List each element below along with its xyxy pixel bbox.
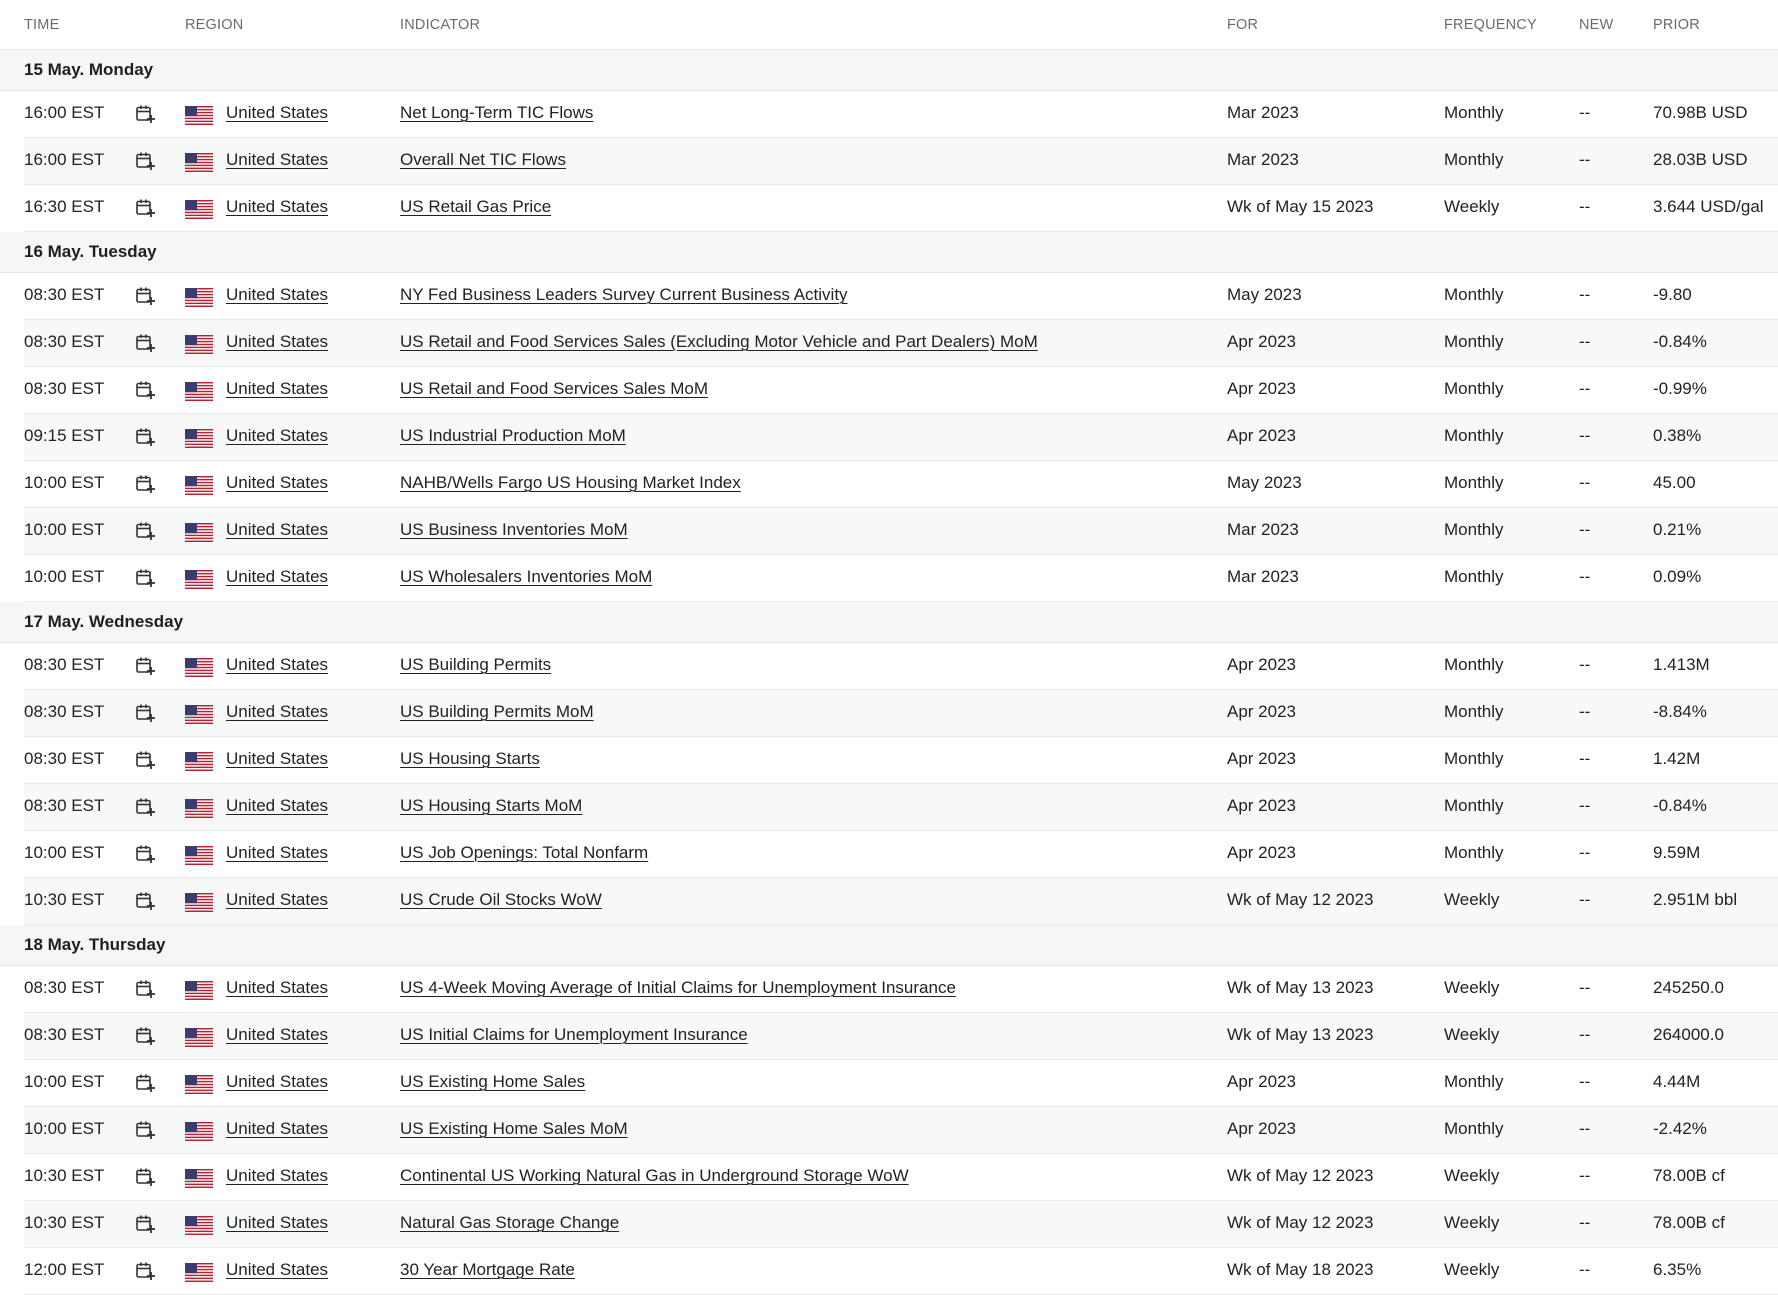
prior-value: 245250.0 (1653, 978, 1724, 997)
indicator-link[interactable]: NAHB/Wells Fargo US Housing Market Index (400, 473, 741, 492)
event-period: Wk of May 12 2023 (1227, 890, 1374, 909)
event-time: 09:15 EST (24, 426, 105, 445)
new-value: -- (1579, 197, 1591, 216)
event-frequency: Monthly (1444, 567, 1504, 586)
new-value: -- (1579, 567, 1591, 586)
event-period: Mar 2023 (1227, 103, 1299, 122)
region-link[interactable]: United States (226, 379, 329, 398)
event-period: Apr 2023 (1227, 843, 1296, 862)
us-flag-icon (185, 570, 213, 589)
prior-value: -2.42% (1653, 1119, 1707, 1138)
indicator-link[interactable]: Overall Net TIC Flows (400, 150, 566, 169)
table-row (24, 185, 1778, 232)
us-flag-icon (185, 1263, 213, 1282)
table-row (24, 878, 1778, 925)
prior-value: 3.644 USD/gal (1653, 197, 1764, 216)
new-value: -- (1579, 426, 1591, 445)
event-period: Apr 2023 (1227, 702, 1296, 721)
table-row (24, 508, 1778, 555)
new-value: -- (1579, 1072, 1591, 1091)
calendar-add-icon[interactable] (135, 1120, 155, 1140)
new-value: -- (1579, 285, 1591, 304)
indicator-link[interactable]: US Initial Claims for Unemployment Insurance (400, 1025, 748, 1044)
calendar-add-icon[interactable] (135, 891, 155, 911)
region-link[interactable]: United States (226, 1213, 329, 1232)
new-value: -- (1579, 890, 1591, 909)
table-row (24, 555, 1778, 602)
table-row (24, 784, 1778, 831)
calendar-add-icon[interactable] (135, 1214, 155, 1234)
new-value: -- (1579, 1025, 1591, 1044)
day-group-header (0, 50, 1778, 91)
event-period: Apr 2023 (1227, 1072, 1296, 1091)
new-value: -- (1579, 1119, 1591, 1138)
us-flag-icon (185, 1075, 213, 1094)
prior-value: 0.09% (1653, 567, 1702, 586)
calendar-add-icon[interactable] (135, 568, 155, 588)
calendar-add-icon[interactable] (135, 797, 155, 817)
region-link[interactable]: United States (226, 1260, 329, 1279)
prior-value: -0.84% (1653, 796, 1707, 815)
indicator-link[interactable]: US Job Openings: Total Nonfarm (400, 843, 649, 862)
column-header-for[interactable]: FOR (1227, 16, 1259, 33)
event-frequency: Weekly (1444, 1213, 1500, 1232)
region-link[interactable]: United States (226, 1166, 329, 1185)
event-period: Mar 2023 (1227, 520, 1299, 539)
new-value: -- (1579, 332, 1591, 351)
column-header-new[interactable]: NEW (1579, 16, 1614, 33)
us-flag-icon (185, 799, 213, 818)
table-row (24, 1107, 1778, 1154)
region-link[interactable]: United States (226, 520, 329, 539)
event-frequency: Monthly (1444, 843, 1504, 862)
table-row (24, 320, 1778, 367)
prior-value: 4.44M (1653, 1072, 1701, 1091)
event-frequency: Monthly (1444, 379, 1504, 398)
prior-value: 1.413M (1653, 655, 1710, 674)
day-label: 15 May. Monday (24, 60, 154, 79)
column-header-region[interactable]: REGION (185, 16, 244, 33)
event-period: Mar 2023 (1227, 150, 1299, 169)
event-time: 10:00 EST (24, 1072, 105, 1091)
prior-value: -8.84% (1653, 702, 1707, 721)
event-period: Wk of May 13 2023 (1227, 978, 1374, 997)
calendar-add-icon[interactable] (135, 198, 155, 218)
prior-value: -9.80 (1653, 285, 1692, 304)
table-row (24, 91, 1778, 138)
new-value: -- (1579, 520, 1591, 539)
indicator-link[interactable]: 30 Year Mortgage Rate (400, 1260, 575, 1279)
us-flag-icon (185, 846, 213, 865)
table-row (24, 1154, 1778, 1201)
region-link[interactable]: United States (226, 890, 329, 909)
event-period: Apr 2023 (1227, 749, 1296, 768)
indicator-link[interactable]: Natural Gas Storage Change (400, 1213, 620, 1232)
us-flag-icon (185, 1216, 213, 1235)
event-period: Wk of May 12 2023 (1227, 1213, 1374, 1232)
new-value: -- (1579, 749, 1591, 768)
prior-value: 6.35% (1653, 1260, 1702, 1279)
region-link[interactable]: United States (226, 197, 329, 216)
table-row (24, 690, 1778, 737)
prior-value: 264000.0 (1653, 1025, 1724, 1044)
region-link[interactable]: United States (226, 1119, 329, 1138)
indicator-link[interactable]: US Business Inventories MoM (400, 520, 628, 539)
event-time: 10:00 EST (24, 473, 105, 492)
event-period: Apr 2023 (1227, 655, 1296, 674)
new-value: -- (1579, 978, 1591, 997)
us-flag-icon (185, 1169, 213, 1188)
calendar-add-icon[interactable] (135, 750, 155, 770)
calendar-add-icon[interactable] (135, 474, 155, 494)
table-row (24, 138, 1778, 185)
prior-value: 2.951M bbl (1653, 890, 1738, 909)
region-link[interactable]: United States (226, 978, 329, 997)
event-time: 08:30 EST (24, 796, 105, 815)
event-time: 10:00 EST (24, 567, 105, 586)
event-time: 10:00 EST (24, 520, 105, 539)
event-frequency: Monthly (1444, 1072, 1504, 1091)
prior-value: -0.84% (1653, 332, 1707, 351)
event-frequency: Monthly (1444, 749, 1504, 768)
column-header-indicator[interactable]: INDICATOR (400, 16, 481, 33)
event-period: Wk of May 18 2023 (1227, 1260, 1374, 1279)
event-period: Mar 2023 (1227, 567, 1299, 586)
calendar-add-icon[interactable] (135, 521, 155, 541)
region-link[interactable]: United States (226, 285, 329, 304)
prior-value: 70.98B USD (1653, 103, 1748, 122)
event-time: 10:30 EST (24, 1166, 105, 1185)
event-period: Apr 2023 (1227, 1119, 1296, 1138)
event-time: 08:30 EST (24, 749, 105, 768)
event-frequency: Monthly (1444, 655, 1504, 674)
new-value: -- (1579, 103, 1591, 122)
us-flag-icon (185, 200, 213, 219)
event-frequency: Monthly (1444, 473, 1504, 492)
column-header-time[interactable]: TIME (24, 16, 60, 33)
us-flag-icon (185, 658, 213, 677)
indicator-link[interactable]: US Retail and Food Services Sales MoM (400, 379, 709, 398)
event-period: Wk of May 15 2023 (1227, 197, 1374, 216)
table-row (24, 367, 1778, 414)
event-time: 10:30 EST (24, 890, 105, 909)
indicator-link[interactable]: Net Long-Term TIC Flows (400, 103, 594, 122)
table-body (0, 50, 1778, 1295)
event-frequency: Weekly (1444, 197, 1500, 216)
event-frequency: Monthly (1444, 285, 1504, 304)
table-row (24, 414, 1778, 461)
prior-value: 78.00B cf (1653, 1166, 1725, 1185)
new-value: -- (1579, 1213, 1591, 1232)
indicator-link[interactable]: Continental US Working Natural Gas in Underground Storage WoW (400, 1166, 909, 1185)
us-flag-icon (185, 429, 213, 448)
indicator-link[interactable]: US Building Permits (400, 655, 552, 674)
calendar-add-icon[interactable] (135, 703, 155, 723)
event-frequency: Monthly (1444, 520, 1504, 539)
us-flag-icon (185, 981, 213, 1000)
indicator-link[interactable]: US Building Permits MoM (400, 702, 594, 721)
event-time: 16:00 EST (24, 150, 105, 169)
event-frequency: Weekly (1444, 1025, 1500, 1044)
calendar-add-icon[interactable] (135, 286, 155, 306)
event-frequency: Monthly (1444, 332, 1504, 351)
new-value: -- (1579, 1166, 1591, 1185)
prior-value: 78.00B cf (1653, 1213, 1725, 1232)
calendar-add-icon[interactable] (135, 427, 155, 447)
event-time: 08:30 EST (24, 978, 105, 997)
new-value: -- (1579, 379, 1591, 398)
region-link[interactable]: United States (226, 702, 329, 721)
new-value: -- (1579, 796, 1591, 815)
event-time: 16:30 EST (24, 197, 105, 216)
calendar-add-icon[interactable] (135, 151, 155, 171)
region-link[interactable]: United States (226, 1025, 329, 1044)
table-row (24, 461, 1778, 508)
new-value: -- (1579, 1260, 1591, 1279)
calendar-add-icon[interactable] (135, 1026, 155, 1046)
us-flag-icon (185, 153, 213, 172)
event-frequency: Weekly (1444, 890, 1500, 909)
table-row (24, 273, 1778, 320)
event-period: Wk of May 13 2023 (1227, 1025, 1374, 1044)
event-time: 16:00 EST (24, 103, 105, 122)
us-flag-icon (185, 893, 213, 912)
us-flag-icon (185, 1028, 213, 1047)
event-frequency: Monthly (1444, 702, 1504, 721)
prior-value: 9.59M (1653, 843, 1701, 862)
prior-value: 45.00 (1653, 473, 1696, 492)
event-frequency: Weekly (1444, 1166, 1500, 1185)
event-time: 08:30 EST (24, 285, 105, 304)
us-flag-icon (185, 288, 213, 307)
day-label: 16 May. Tuesday (24, 242, 157, 261)
event-time: 10:00 EST (24, 843, 105, 862)
indicator-link[interactable]: US Wholesalers Inventories MoM (400, 567, 653, 586)
calendar-add-icon[interactable] (135, 844, 155, 864)
event-time: 10:30 EST (24, 1213, 105, 1232)
column-header-frequency[interactable]: FREQUENCY (1444, 16, 1537, 33)
table-row (24, 1248, 1778, 1295)
calendar-add-icon[interactable] (135, 1073, 155, 1093)
prior-value: 28.03B USD (1653, 150, 1748, 169)
us-flag-icon (185, 752, 213, 771)
us-flag-icon (185, 382, 213, 401)
indicator-link[interactable]: US 4-Week Moving Average of Initial Claims for Unemployment Insurance (400, 978, 956, 997)
prior-value: -0.99% (1653, 379, 1707, 398)
region-link[interactable]: United States (226, 473, 329, 492)
region-link[interactable]: United States (226, 150, 329, 169)
calendar-add-icon[interactable] (135, 1167, 155, 1187)
table-row (24, 737, 1778, 784)
new-value: -- (1579, 843, 1591, 862)
event-period: Wk of May 12 2023 (1227, 1166, 1374, 1185)
event-frequency: Weekly (1444, 978, 1500, 997)
event-period: May 2023 (1227, 473, 1302, 492)
region-link[interactable]: United States (226, 103, 329, 122)
event-time: 08:30 EST (24, 1025, 105, 1044)
event-time: 08:30 EST (24, 702, 105, 721)
indicator-link[interactable]: US Retail and Food Services Sales (Excluding Motor Vehicle and Part Dealers) MoM (400, 332, 1038, 351)
prior-value: 0.38% (1653, 426, 1702, 445)
region-link[interactable]: United States (226, 426, 329, 445)
event-time: 08:30 EST (24, 655, 105, 674)
indicator-link[interactable]: US Housing Starts (400, 749, 540, 768)
region-link[interactable]: United States (226, 567, 329, 586)
region-link[interactable]: United States (226, 655, 329, 674)
table-row (24, 831, 1778, 878)
indicator-link[interactable]: US Existing Home Sales MoM (400, 1119, 628, 1138)
event-frequency: Monthly (1444, 796, 1504, 815)
indicator-link[interactable]: US Crude Oil Stocks WoW (400, 890, 602, 909)
event-period: May 2023 (1227, 285, 1302, 304)
region-link[interactable]: United States (226, 1072, 329, 1091)
event-frequency: Monthly (1444, 1119, 1504, 1138)
prior-value: 1.42M (1653, 749, 1701, 768)
new-value: -- (1579, 473, 1591, 492)
us-flag-icon (185, 476, 213, 495)
prior-value: 0.21% (1653, 520, 1702, 539)
event-frequency: Monthly (1444, 103, 1504, 122)
us-flag-icon (185, 705, 213, 724)
new-value: -- (1579, 702, 1591, 721)
table-row (24, 1060, 1778, 1107)
us-flag-icon (185, 1122, 213, 1141)
day-group-header (0, 232, 1778, 273)
indicator-link[interactable]: NY Fed Business Leaders Survey Current Business Activity (400, 285, 848, 304)
region-link[interactable]: United States (226, 749, 329, 768)
event-frequency: Weekly (1444, 1260, 1500, 1279)
event-frequency: Monthly (1444, 426, 1504, 445)
calendar-add-icon[interactable] (135, 333, 155, 353)
us-flag-icon (185, 106, 213, 125)
indicator-link[interactable]: US Industrial Production MoM (400, 426, 626, 445)
day-group-header (0, 925, 1778, 966)
event-time: 08:30 EST (24, 379, 105, 398)
day-group-header (0, 602, 1778, 643)
day-label: 17 May. Wednesday (24, 612, 184, 631)
new-value: -- (1579, 150, 1591, 169)
indicator-link[interactable]: US Housing Starts MoM (400, 796, 583, 815)
event-period: Apr 2023 (1227, 796, 1296, 815)
calendar-add-icon[interactable] (135, 1261, 155, 1281)
event-time: 10:00 EST (24, 1119, 105, 1138)
table-header (0, 0, 1778, 50)
table-row (24, 966, 1778, 1013)
table-row (24, 1013, 1778, 1060)
event-time: 08:30 EST (24, 332, 105, 351)
table-row (24, 1201, 1778, 1248)
indicator-link[interactable]: US Retail Gas Price (400, 197, 552, 216)
us-flag-icon (185, 335, 213, 354)
us-flag-icon (185, 523, 213, 542)
region-link[interactable]: United States (226, 843, 329, 862)
day-label: 18 May. Thursday (24, 935, 166, 954)
calendar-add-icon[interactable] (135, 104, 155, 124)
event-time: 12:00 EST (24, 1260, 105, 1279)
event-period: Apr 2023 (1227, 332, 1296, 351)
event-period: Apr 2023 (1227, 426, 1296, 445)
calendar-add-icon[interactable] (135, 979, 155, 999)
region-link[interactable]: United States (226, 796, 329, 815)
new-value: -- (1579, 655, 1591, 674)
column-header-prior[interactable]: PRIOR (1653, 16, 1700, 33)
indicator-link[interactable]: US Existing Home Sales (400, 1072, 586, 1091)
event-frequency: Monthly (1444, 150, 1504, 169)
event-period: Apr 2023 (1227, 379, 1296, 398)
region-link[interactable]: United States (226, 332, 329, 351)
table-row (24, 643, 1778, 690)
calendar-add-icon[interactable] (135, 656, 155, 676)
calendar-add-icon[interactable] (135, 380, 155, 400)
